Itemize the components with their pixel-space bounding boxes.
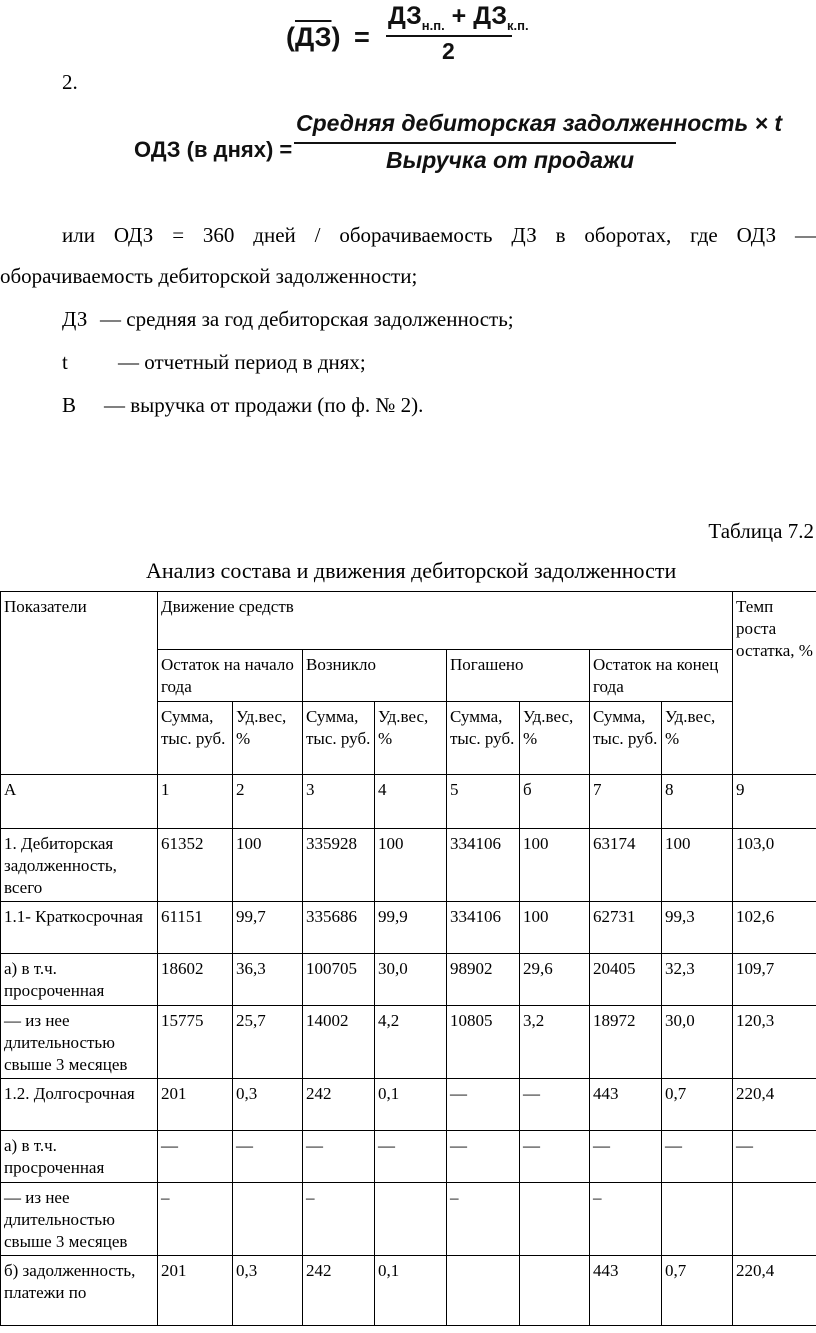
definition-dz (62, 306, 514, 332)
formula-turnover-days (134, 106, 783, 184)
formula-equals: = (354, 22, 370, 52)
header-share: Уд.вес, % (233, 702, 303, 775)
column-number: 3 (303, 775, 375, 829)
definition-label: ДЗ (62, 307, 88, 331)
row-label: 1.1- Краткосрочная (1, 902, 158, 954)
definition-t (62, 349, 366, 375)
table-cell: 30,0 (662, 1006, 733, 1079)
table-cell: 334106 (447, 829, 520, 902)
table-cell (233, 1183, 303, 1256)
column-number: 9 (733, 775, 816, 829)
table-cell (520, 1256, 590, 1326)
definition-label: В (62, 393, 77, 417)
header-growth-rate: Темп роста остатка, % (733, 592, 816, 775)
table-cell: 3,2 (520, 1006, 590, 1079)
table-cell: 334106 (447, 902, 520, 954)
row-label: — из нее длительностью свыше 3 месяцев (1, 1183, 158, 1256)
column-number: 1 (158, 775, 233, 829)
table-row (1, 1006, 816, 1079)
receivables-table (0, 591, 816, 1326)
formula-numerator: $ДЗ_{н.п.} + ДЗ_{к.п.}$ (388, 2, 529, 33)
table-cell: — (662, 1131, 733, 1183)
table-title: Анализ состава и движения дебиторской задолженности (146, 558, 677, 583)
column-number-row (1, 775, 816, 829)
table-cell (375, 1183, 447, 1256)
column-number: 4 (375, 775, 447, 829)
table-cell: 0,1 (375, 1256, 447, 1326)
table-cell: 109,7 (733, 954, 816, 1006)
table-cell: 103,0 (733, 829, 816, 902)
table-cell: 98902 (447, 954, 520, 1006)
header-sum: Сумма, тыс. руб. (447, 702, 520, 775)
table-cell: — (520, 1079, 590, 1131)
definition-b (62, 392, 423, 418)
table-cell: 100 (520, 829, 590, 902)
table-cell: 443 (590, 1079, 662, 1131)
table-cell: 14002 (303, 1006, 375, 1079)
table-cell: 201 (158, 1079, 233, 1131)
table-cell: 0,7 (662, 1079, 733, 1131)
table-cell (447, 1256, 520, 1326)
fraction-bar (386, 35, 512, 37)
table-cell: 100 (662, 829, 733, 902)
header-share: Уд.вес, % (662, 702, 733, 775)
table-cell: 242 (303, 1079, 375, 1131)
table-cell: – (590, 1183, 662, 1256)
table-cell: 10805 (447, 1006, 520, 1079)
table-cell: 100 (375, 829, 447, 902)
table-cell: 335928 (303, 829, 375, 902)
table-number: Таблица 7.2 (708, 519, 814, 543)
formula-lhs: (ДЗ) (286, 22, 341, 52)
header-group: Остаток на начало года (158, 650, 303, 702)
row-label: — из нее длительностью свыше 3 месяцев (1, 1006, 158, 1079)
column-number: 2 (233, 775, 303, 829)
column-number: б (520, 775, 590, 829)
table-cell: 443 (590, 1256, 662, 1326)
table-cell: 63174 (590, 829, 662, 902)
table-cell: — (233, 1131, 303, 1183)
fraction-bar (294, 142, 676, 144)
column-number: 7 (590, 775, 662, 829)
text-line-2: оборачиваемость дебиторской задолженности; (0, 264, 418, 288)
table-cell: — (375, 1131, 447, 1183)
table-cell: 100 (520, 902, 590, 954)
header-sum: Сумма, тыс. руб. (158, 702, 233, 775)
header-group: Остаток на конец года (590, 650, 733, 702)
table-cell (520, 1183, 590, 1256)
table-cell: — (733, 1131, 816, 1183)
definition-text: — отчетный период в днях; (118, 350, 366, 374)
row-label: 1. Дебиторская задолженность, всего (1, 829, 158, 902)
table-cell: 15775 (158, 1006, 233, 1079)
table-cell: 29,6 (520, 954, 590, 1006)
table-cell (662, 1183, 733, 1256)
header-sum: Сумма, тыс. руб. (590, 702, 662, 775)
column-number: 5 (447, 775, 520, 829)
table-cell: 242 (303, 1256, 375, 1326)
formula-denominator: Выручка от продажи (386, 147, 635, 173)
row-label: а) в т.ч. просроченная (1, 954, 158, 1006)
table-row (1, 1183, 816, 1256)
row-label: б) задолженность, платежи по (1, 1256, 158, 1326)
table-cell: – (447, 1183, 520, 1256)
table-cell: 99,7 (233, 902, 303, 954)
table-cell: 61352 (158, 829, 233, 902)
text-line-1: или ОДЗ = 360 дней / оборачиваемость ДЗ в оборотах, где ОДЗ — (62, 223, 816, 247)
table-cell (733, 1183, 816, 1256)
table-row (1, 829, 816, 902)
table-cell: 0,3 (233, 1079, 303, 1131)
row-label: а) в т.ч. просроченная (1, 1131, 158, 1183)
table-cell: 18602 (158, 954, 233, 1006)
table-cell: 61151 (158, 902, 233, 954)
table-cell: 201 (158, 1256, 233, 1326)
table-cell: – (303, 1183, 375, 1256)
table-cell: 30,0 (375, 954, 447, 1006)
formula-average-receivables (286, 2, 536, 64)
table-cell: 20405 (590, 954, 662, 1006)
table-cell: 102,6 (733, 902, 816, 954)
table-row (1, 1131, 816, 1183)
header-share: Уд.вес, % (375, 702, 447, 775)
table-cell: — (303, 1131, 375, 1183)
header-group: Возникло (303, 650, 447, 702)
table-cell: 4,2 (375, 1006, 447, 1079)
table-cell: 0,3 (233, 1256, 303, 1326)
table-cell: 100705 (303, 954, 375, 1006)
table-cell: 120,3 (733, 1006, 816, 1079)
header-indicators: Показатели (1, 592, 158, 775)
table-cell: 62731 (590, 902, 662, 954)
formula-denominator: 2 (442, 38, 455, 64)
table-cell: 335686 (303, 902, 375, 954)
definition-label: t (62, 350, 68, 374)
definition-text: — средняя за год дебиторская задолженность; (100, 307, 514, 331)
table-cell: – (158, 1183, 233, 1256)
table-row (1, 954, 816, 1006)
table-cell: 0,1 (375, 1079, 447, 1131)
table-cell: 220,4 (733, 1256, 816, 1326)
formula-lhs: ОДЗ (в днях) = (134, 137, 293, 162)
table-cell: 220,4 (733, 1079, 816, 1131)
table-row (1, 902, 816, 954)
table-cell: — (590, 1131, 662, 1183)
table-cell: 32,3 (662, 954, 733, 1006)
header-group: Погашено (447, 650, 590, 702)
table-cell: 0,7 (662, 1256, 733, 1326)
header-movement: Движение средств (158, 592, 733, 650)
table-cell: 18972 (590, 1006, 662, 1079)
table-cell: — (447, 1079, 520, 1131)
table-row (1, 1079, 816, 1131)
header-sum: Сумма, тыс. руб. (303, 702, 375, 775)
table-cell: 36,3 (233, 954, 303, 1006)
table-cell: — (158, 1131, 233, 1183)
table-row (1, 1256, 816, 1326)
table-cell: 100 (233, 829, 303, 902)
table-cell: 25,7 (233, 1006, 303, 1079)
column-number: А (1, 775, 158, 829)
definition-text: — выручка от продажи (по ф. № 2). (104, 393, 424, 417)
table-cell: — (447, 1131, 520, 1183)
header-share: Уд.вес, % (520, 702, 590, 775)
table-cell: 99,9 (375, 902, 447, 954)
table-cell: — (520, 1131, 590, 1183)
formula-numerator: Средняя дебиторская задолженность × t (296, 110, 783, 136)
table-cell: 99,3 (662, 902, 733, 954)
column-number: 8 (662, 775, 733, 829)
row-label: 1.2. Долгосрочная (1, 1079, 158, 1131)
item-number: 2. (62, 70, 78, 94)
